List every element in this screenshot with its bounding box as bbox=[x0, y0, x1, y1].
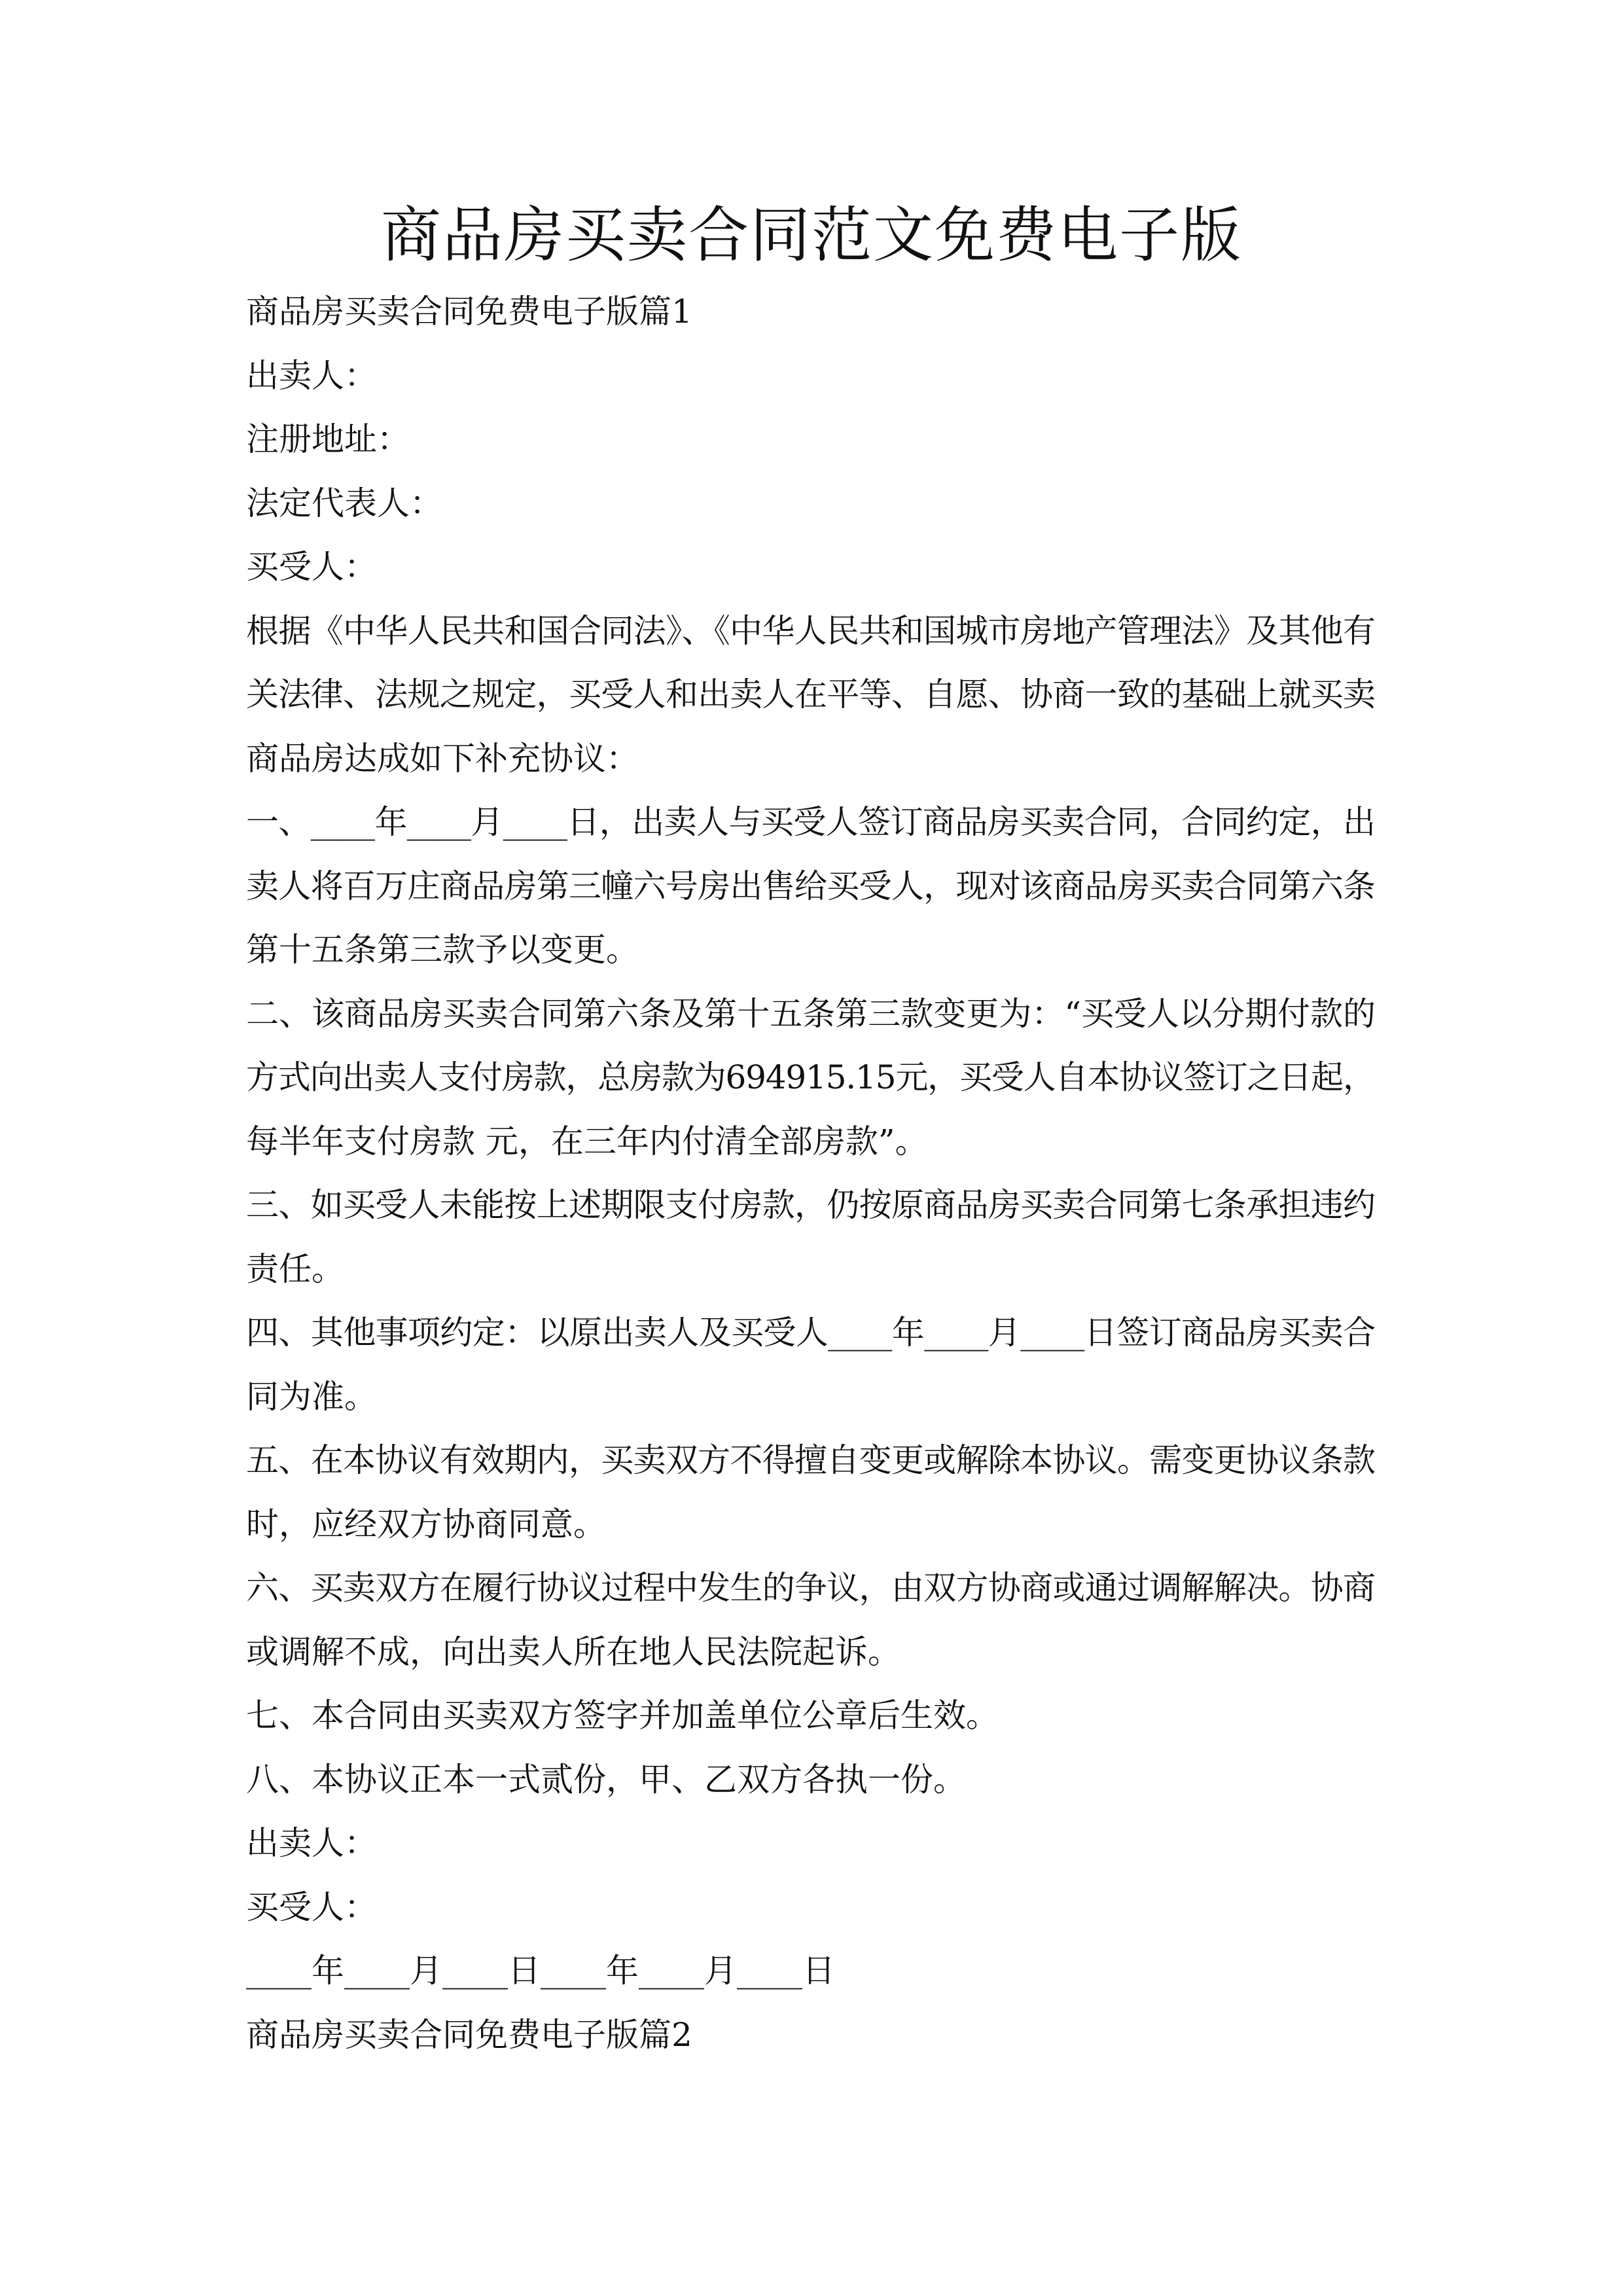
text-line: 六、买卖双方在履行协议过程中发生的争议，由双方协商或通过调解解决。协商 bbox=[246, 1569, 1376, 1607]
text-line-row bbox=[246, 344, 1376, 408]
text-line: 商品房买卖合同免费电子版篇1 bbox=[246, 293, 692, 331]
text-line: 同为准。 bbox=[246, 1377, 377, 1416]
text-line-row bbox=[246, 1301, 1376, 1365]
text-line-row bbox=[246, 1748, 1376, 1812]
text-line: 二、该商品房买卖合同第六条及第十五条第三款变更为：“买受人以分期付款的 bbox=[246, 994, 1376, 1033]
text-line: 法定代表人： bbox=[246, 484, 442, 522]
text-line: 商品房买卖合同免费电子版篇2 bbox=[246, 2015, 692, 2054]
text-line: 第十五条第三款予以变更。 bbox=[246, 931, 639, 969]
text-line-row bbox=[246, 1556, 1376, 1621]
text-line-row bbox=[246, 1493, 1376, 1557]
text-line: 三、如买受人未能按上述期限支付房款，仍按原商品房买卖合同第七条承担违约 bbox=[246, 1186, 1376, 1224]
text-line-row bbox=[246, 918, 1376, 982]
text-line-row bbox=[246, 982, 1376, 1047]
text-line-row bbox=[246, 280, 1376, 344]
text-line: 出卖人： bbox=[246, 356, 377, 395]
text-line: 出卖人： bbox=[246, 1824, 377, 1862]
text-line-row bbox=[246, 1110, 1376, 1174]
document-title: 商品房买卖合同范文免费电子版 bbox=[380, 200, 1242, 270]
text-line: 注册地址： bbox=[246, 420, 410, 458]
text-line: 七、本合同由买卖双方签字并加盖单位公章后生效。 bbox=[246, 1696, 999, 1734]
text-line-row bbox=[246, 727, 1376, 791]
text-line: 根据《中华人民共和国合同法》、《中华人民共和国城市房地产管理法》及其他有 bbox=[246, 611, 1376, 650]
text-line: 关法律、法规之规定，买受人和出卖人在平等、自愿、协商一致的基础上就买卖 bbox=[246, 675, 1376, 713]
text-line-row bbox=[246, 855, 1376, 919]
text-line: 责任。 bbox=[246, 1249, 344, 1288]
text-line: ____年____月____日____年____月____日 bbox=[246, 1952, 835, 1990]
text-line: 买受人： bbox=[246, 548, 377, 586]
text-line: 五、在本协议有效期内，买卖双方不得擅自变更或解除本协议。需变更协议条款 bbox=[246, 1441, 1376, 1479]
text-line: 八、本协议正本一式贰份，甲、乙双方各执一份。 bbox=[246, 1760, 966, 1799]
text-line-row bbox=[246, 1684, 1376, 1748]
text-line-row bbox=[246, 1429, 1376, 1493]
text-line-row bbox=[246, 408, 1376, 472]
text-line: 商品房达成如下补充协议： bbox=[246, 739, 639, 778]
text-line: 每半年支付房款 元，在三年内付清全部房款”。 bbox=[246, 1122, 928, 1160]
text-line: 或调解不成，向出卖人所在地人民法院起诉。 bbox=[246, 1632, 901, 1671]
text-line: 时，应经双方协商同意。 bbox=[246, 1505, 606, 1543]
text-line-row bbox=[246, 1876, 1376, 1940]
text-line-row bbox=[246, 791, 1376, 855]
text-line: 卖人将百万庄商品房第三幢六号房出售给买受人，现对该商品房买卖合同第六条 bbox=[246, 867, 1376, 905]
text-line: 买受人： bbox=[246, 1888, 377, 1926]
document-body bbox=[246, 280, 1376, 2067]
text-line-row bbox=[246, 600, 1376, 664]
text-line-row bbox=[246, 2003, 1376, 2068]
text-line: 一、____年____月____日，出卖人与买受人签订商品房买卖合同，合同约定，出 bbox=[246, 803, 1376, 841]
text-line-row bbox=[246, 1939, 1376, 2003]
text-line-row bbox=[246, 1621, 1376, 1685]
text-line-row bbox=[246, 472, 1376, 536]
text-line-row bbox=[246, 1238, 1376, 1302]
text-line: 方式向出卖人支付房款，总房款为694915.15元，买受人自本协议签订之日起， bbox=[246, 1058, 1375, 1096]
text-line: 四、其他事项约定：以原出卖人及买受人____年____月____日签订商品房买卖合 bbox=[246, 1314, 1376, 1352]
text-line-row bbox=[246, 1365, 1376, 1429]
text-line-row bbox=[246, 663, 1376, 727]
text-line-row bbox=[246, 535, 1376, 600]
text-line-row bbox=[246, 1174, 1376, 1238]
text-line-row bbox=[246, 1046, 1376, 1110]
text-line-row bbox=[246, 1812, 1376, 1876]
